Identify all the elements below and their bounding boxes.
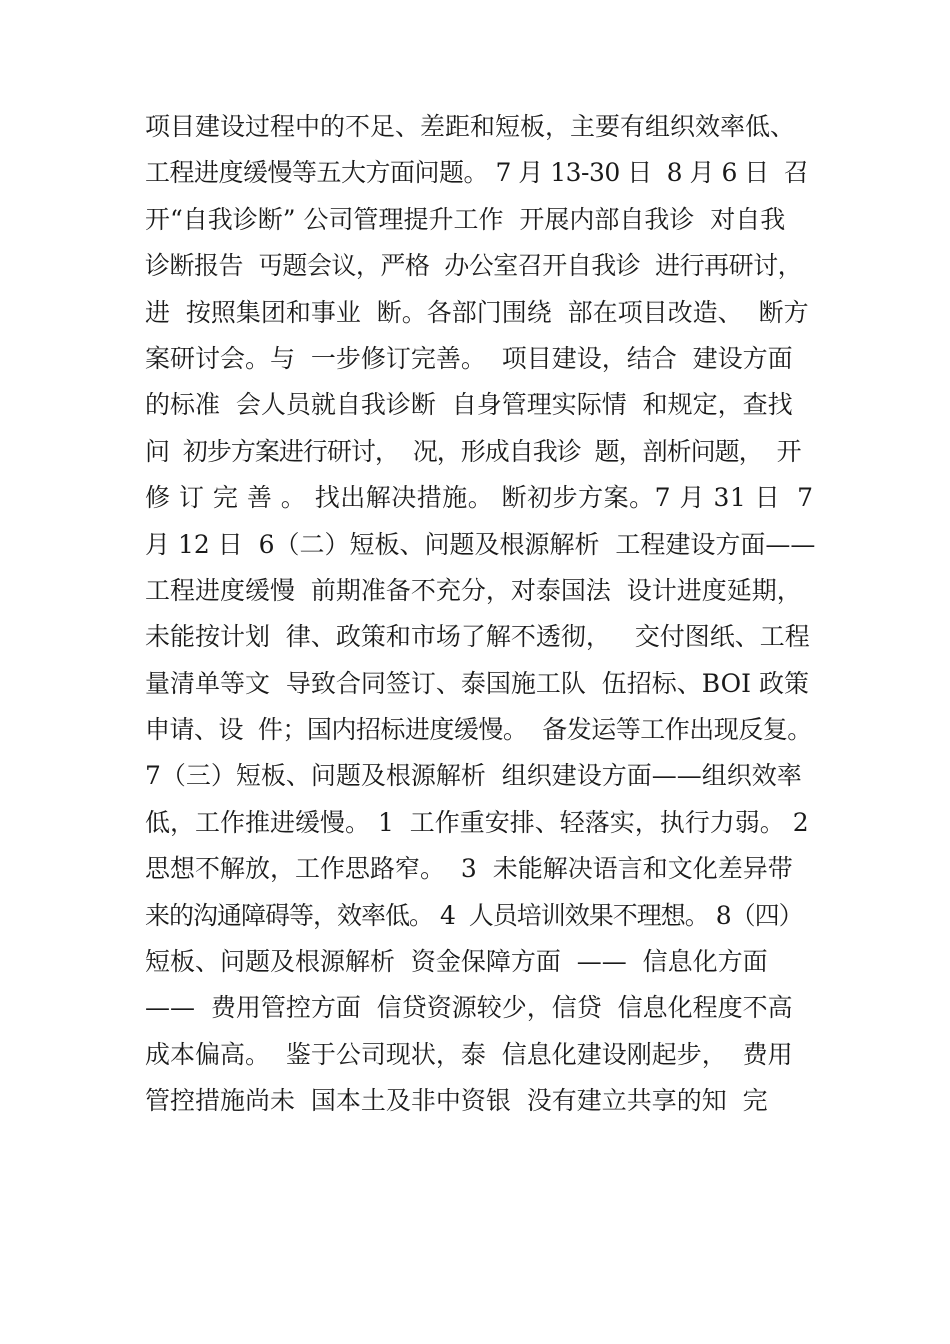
text-line-18: 来的沟通障碍等，效率低。 4 人员培训效果不理想。 8（四） <box>145 900 803 930</box>
text-line-7: 的标准 会人员就自我诊断 自身管理实际情 和规定，查找 <box>145 390 793 420</box>
text-line-2: 工程进度缓慢等五大方面问题。 7 月 13-30 日 8 月 6 日 召 <box>145 158 809 188</box>
text-line-15: 7（三）短板、问题及根源解析 组织建设方面——组织效率 <box>145 761 802 791</box>
text-line-6: 案研讨会。与 一步修订完善。 项目建设，结合 建设方面 <box>145 343 793 373</box>
text-line-19: 短板、问题及根源解析 资金保障方面 —— 信息化方面 <box>145 947 768 977</box>
text-line-13: 量清单等文 导致合同签订、泰国施工队 伍招标、BOI 政策 <box>145 668 809 698</box>
text-line-16: 低，工作推进缓慢。 1 工作重安排、轻落实，执行力弱。 2 <box>145 807 809 837</box>
text-line-4: 诊断报告 丏题会议，严格 办公室召开自我诊 进行再研讨， <box>145 251 803 281</box>
text-line-5: 进 按照集团和事业 断。各部门围绕 部在项目改造、 断方 <box>145 297 809 327</box>
text-line-9: 修 订 完 善 。 找出解决措施。 断初步方案。7 月 31 日 7 <box>145 483 814 513</box>
body-text <box>145 104 815 1125</box>
text-line-21: 成本偏高。 鉴于公司现状，泰 信息化建设刚起步， 费用 <box>145 1039 793 1069</box>
text-line-20: —— 费用管控方面 信贷资源较少，信贷 信息化程度不高 <box>145 993 793 1023</box>
text-line-10: 月 12 日 6（二）短板、问题及根源解析 工程建设方面—— <box>145 529 816 559</box>
text-line-11: 工程进度缓慢 前期准备不充分，对泰国法 设计进度延期， <box>145 575 802 605</box>
text-line-8: 问 初步方案进行研讨， 况，形成自我诊 题，剖析问题， 开 <box>145 436 801 466</box>
text-line-22: 管控措施尚未 国本土及非中资银 没有建立共享的知 完 <box>145 1086 768 1116</box>
text-line-12: 未能按计划 律、政策和市场了解不透彻， 交付图纸、工程 <box>145 622 810 652</box>
text-line-17: 思想不解放，工作思路窄。 3 未能解决语言和文化差异带 <box>145 854 793 884</box>
text-line-3: 开“自我诊断” 公司管理提升工作 开展内部自我诊 对自我 <box>145 204 786 234</box>
text-line-14: 申请、设 件；国内招标进度缓慢。 备发运等工作出现反复。 <box>145 715 812 745</box>
text-line-1: 项目建设过程中的不足、差距和短板，主要有组织效率低、 <box>145 112 796 141</box>
